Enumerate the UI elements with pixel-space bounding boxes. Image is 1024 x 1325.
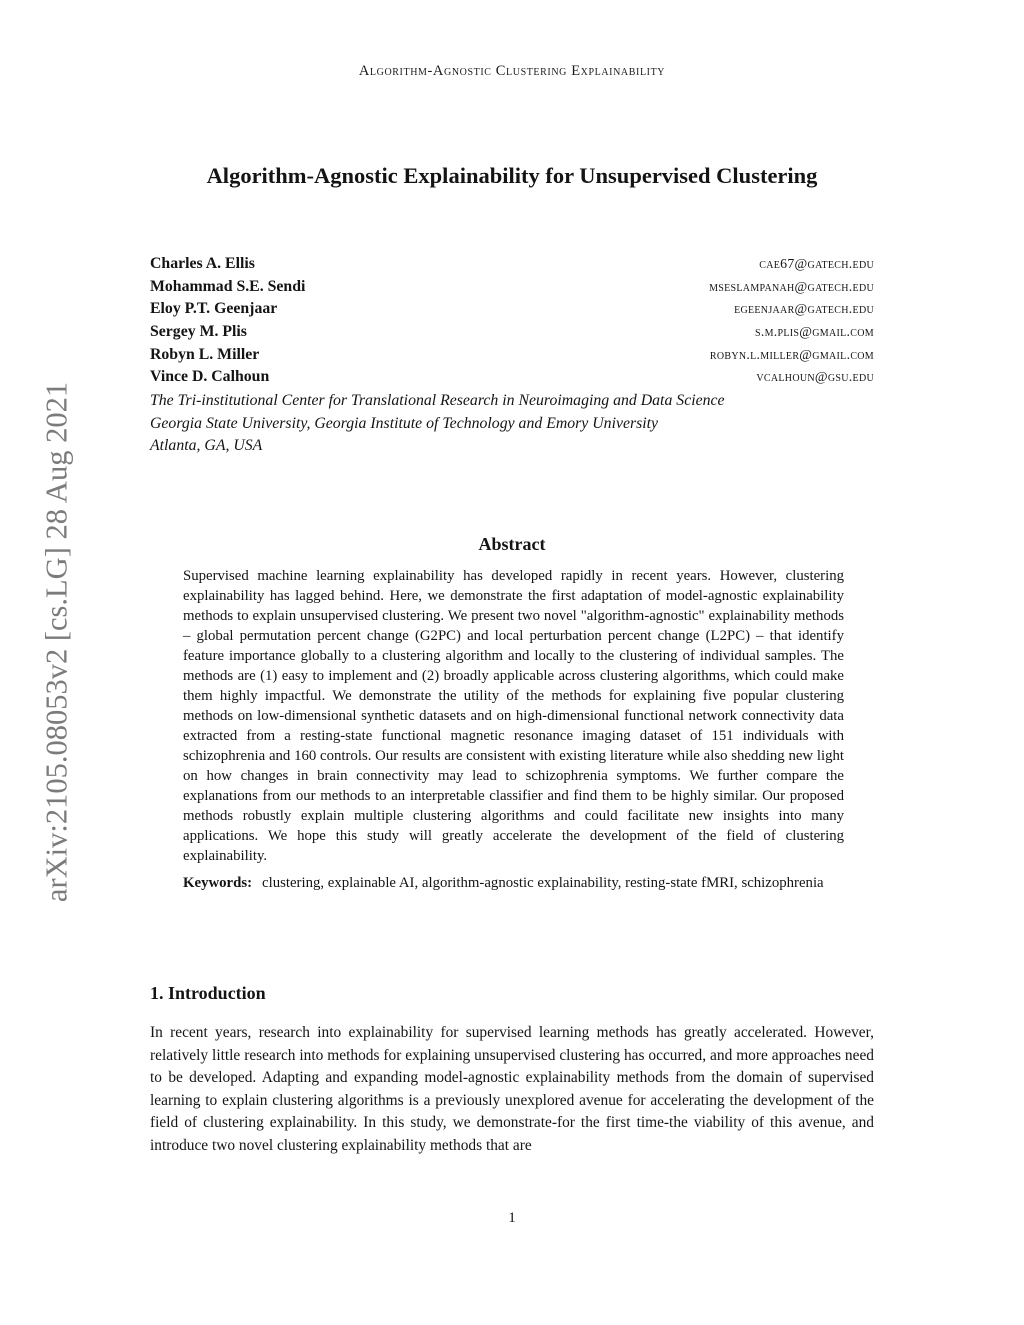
paper-title-text: Algorithm-Agnostic Explainability for Unsupervised Clustering xyxy=(206,163,818,188)
abstract-heading: Abstract xyxy=(478,534,546,554)
affiliation-block xyxy=(150,390,874,458)
keywords-paragraph xyxy=(183,873,844,894)
author-row xyxy=(150,255,874,278)
author-row xyxy=(150,300,874,323)
author-row xyxy=(150,346,874,369)
running-head: Algorithm-Agnostic Clustering Explainability xyxy=(358,63,666,79)
page-number: 1 xyxy=(508,1210,516,1226)
author-email: egeenjaar@gatech.edu xyxy=(734,301,874,317)
author-row xyxy=(150,278,874,301)
author-block xyxy=(150,255,874,391)
keywords-text: clustering, explainable AI, algorithm-agnostic explainability, resting-state fMRI, schizophrenia xyxy=(262,875,824,891)
author-email: mseslampanah@gatech.edu xyxy=(709,278,874,294)
author-email: vcalhoun@gsu.edu xyxy=(756,369,874,385)
affiliation-line: The Tri-institutional Center for Translational Research in Neuroimaging and Data Science xyxy=(150,392,725,409)
affiliation-line: Georgia State University, Georgia Institute of Technology and Emory University xyxy=(150,414,659,432)
author-email: cae67@gatech.edu xyxy=(759,256,874,271)
author-name: Charles A. Ellis xyxy=(150,255,255,272)
introduction-paragraph: In recent years, research into explainability for supervised learning methods has greatly accelerated. However, relatively little research into methods for explaining unsupervised clustering has occurred, and more approaches need to be developed. Adapting and expanding model-agnostic explainability methods from the domain of supervised learning to explain clustering algorithms is a previously unexplored avenue for accelerating the development of the field of clustering explainability. In this study, we demonstrate-for the first time-the viability of this avenue, and introduce two novel clustering explainability methods that are xyxy=(150,1024,874,1154)
author-name: Sergey M. Plis xyxy=(150,323,247,341)
author-name: Robyn L. Miller xyxy=(150,345,260,363)
keywords-label: Keywords: xyxy=(183,875,253,891)
paper-title xyxy=(0,161,1024,191)
arxiv-watermark: arXiv:2105.08053v2 [cs.LG] 28 Aug 2021 xyxy=(39,381,74,903)
author-row xyxy=(150,323,874,346)
author-email: robyn.l.miller@gmail.com xyxy=(709,346,874,362)
section-heading-introduction: 1. Introduction xyxy=(150,983,266,1003)
affiliation-line: Atlanta, GA, USA xyxy=(150,437,263,455)
abstract-block xyxy=(183,566,844,894)
abstract-text: Supervised machine learning explainability has developed rapidly in recent years. However, clustering explainability has lagged behind. Here, we demonstrate the first adaptation of model-agnostic explainability methods to explain unsupervised clustering. We present two novel "algorithm-agnostic" explainability methods – global permutation percent change (G2PC) and local perturbation percent change (L2PC) – that identify feature importance globally to a clustering algorithm and locally to the clustering of individual samples. The methods are (1) easy to implement and (2) broadly applicable across clustering algorithms, which could make them highly impactful. We demonstrate the utility of the methods for explaining five popular clustering methods on low-dimensional synthetic datasets and on high-dimensional functional network connectivity data extracted from a resting-state functional magnetic resonance imaging dataset of 151 individuals with schizophrenia and 160 controls. Our results are consistent with existing literature while also shedding new light on how changes in brain connectivity may lead to schizophrenia symptoms. We further compare the explanations from our methods to an interpretable classifier and find them to be highly similar. Our proposed methods robustly explain multiple clustering algorithms and could facilitate new insights into many applications. We hope this study will greatly accelerate the development of the field of clustering explainability. xyxy=(183,568,844,864)
author-name: Eloy P.T. Geenjaar xyxy=(150,300,278,318)
author-name: Vince D. Calhoun xyxy=(150,368,270,386)
author-name: Mohammad S.E. Sendi xyxy=(150,277,306,295)
author-email: s.m.plis@gmail.com xyxy=(754,324,874,340)
author-row xyxy=(150,368,874,391)
